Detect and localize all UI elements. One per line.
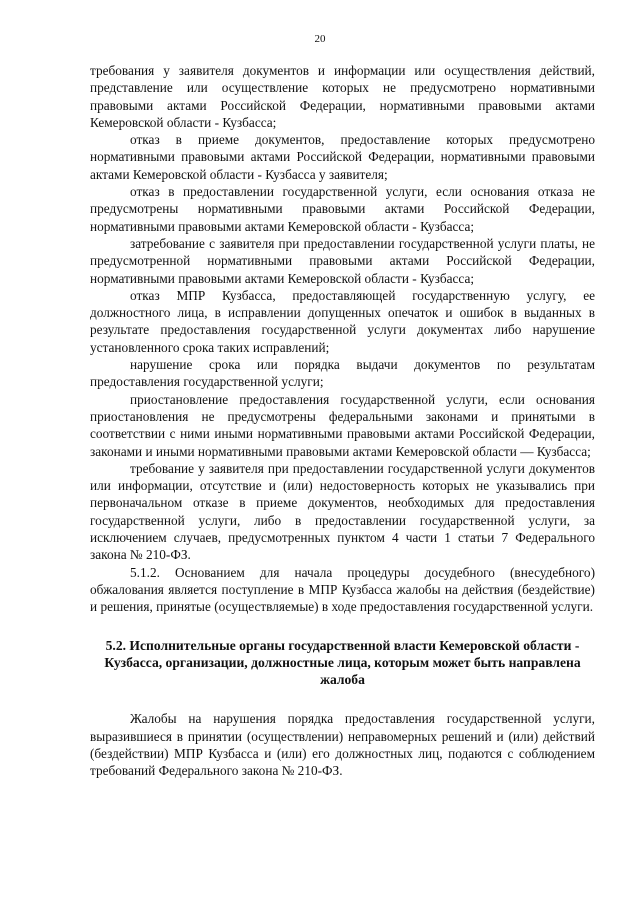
paragraph-refusal-corrections: отказ МПР Кузбасса, предоставляющей государственную услугу, ее должностного лица, в исправлении допущенных опечаток и ошибок в выданных в результате предоставления государственной услуги документах либо нарушение установленного срока таких исправлений; (90, 287, 595, 355)
paragraph-refusal-service: отказ в предоставлении государственной услуги, если основания отказа не предусмотрены нормативными правовыми актами Российской Федерации, нормативными правовыми актами Кемеровской области - Кузбасса; (90, 184, 595, 234)
document-body (90, 62, 595, 780)
section-heading-5-2: 5.2. Исполнительные органы государственной власти Кемеровской области - Кузбасса, организации, должностные лица, которым может быть направлена жалоба (104, 637, 581, 688)
paragraph-5-1-2: 5.1.2. Основанием для начала процедуры досудебного (внесудебного) обжалования является поступление в МПР Кузбасса жалобы на действия (бездействие) и решения, принятые (осуществляемые) в ходе предоставления государственной услуги. (90, 564, 595, 615)
paragraph-complaints: Жалобы на нарушения порядка предоставления государственной услуги, выразившиеся в принятии (осуществлении) неправомерных решений и (или) действий (бездействии) МПР Кузбасса и (или) его должностных лиц, подаются с соблюдением требований Федерального закона № 210-ФЗ. (90, 711, 595, 779)
paragraph-missing-documents: требование у заявителя при предоставлении государственной услуги документов или информации, отсутствие и (или) недостоверность которых не указывались при первоначальном отказе в приеме документов, необходимых для предоставления государственной услуги, либо в предоставлении государственной услуги, за исключением случаев, предусмотренных пунктом 4 части 1 статьи 7 Федерального закона № 210-ФЗ. (90, 460, 595, 563)
paragraph-fee-demand: затребование с заявителя при предоставлении государственной услуги платы, не предусмотренной нормативными правовыми актами Российской Федерации, нормативными правовыми актами Кемеровской области - Кузбасса; (90, 235, 595, 286)
paragraph-requirement-documents: требования у заявителя документов и информации или осуществления действий, представление или осуществление которых не предусмотрено нормативными правовыми актами Российской Федерации, нормативными правовыми актами Кемеровской области - Кузбасса; (90, 63, 595, 130)
paragraph-suspension: приостановление предоставления государственной услуги, если основания приостановления не предусмотрены федеральными законами и принятыми в соответствии с ними иными нормативными правовыми актами Российской Федерации, законами и иными нормативными правовыми актами Кемеровской области — Кузбасса; (90, 391, 595, 459)
page-number: 20 (314, 33, 326, 45)
paragraph-deadline-violation: нарушение срока или порядка выдачи документов по результатам предоставления государственной услуги; (90, 357, 595, 390)
paragraph-refusal-acceptance: отказ в приеме документов, предоставление которых предусмотрено нормативными правовыми актами Российской Федерации, нормативными правовыми актами Кемеровской области - Кузбасса у заявителя; (90, 132, 595, 182)
